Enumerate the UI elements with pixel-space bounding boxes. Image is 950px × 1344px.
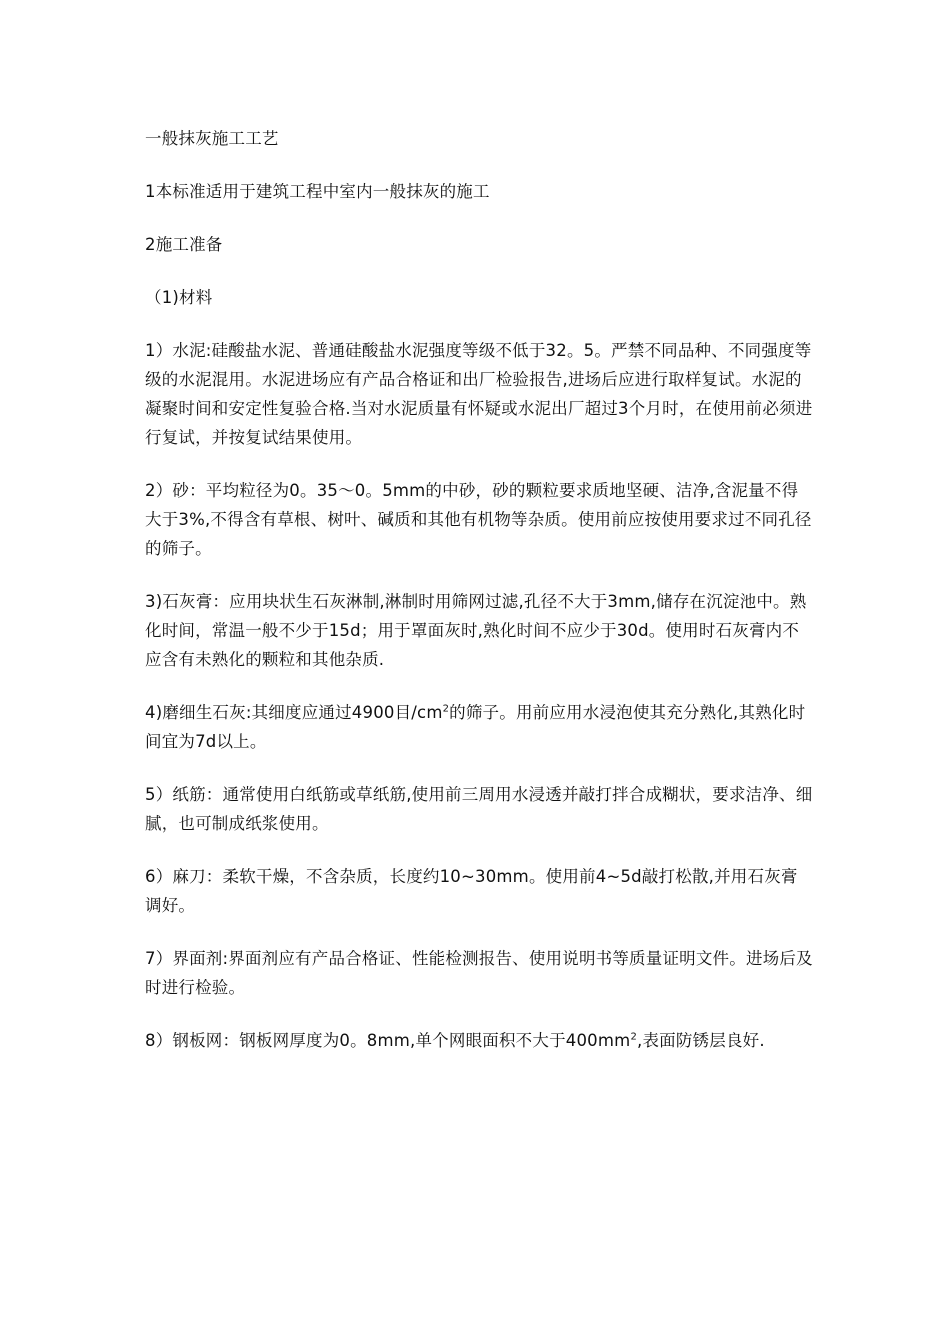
- superscript: 2: [442, 703, 450, 715]
- item-text-after: 的筛子。用前应用水浸泡使其充分熟化,其熟化时间宜为7d以上。: [145, 703, 806, 751]
- material-item-steel-mesh: [145, 1026, 813, 1055]
- material-item-paper-fiber: 5）纸筋：通常使用白纸筋或草纸筋,使用前三周用水浸透并敲打拌合成糊状，要求洁净、细腻，也可制成纸浆使用。: [145, 785, 813, 833]
- section-scope: 1本标准适用于建筑工程中室内一般抹灰的施工: [145, 182, 490, 201]
- document-title: 一般抹灰施工工艺: [145, 129, 279, 148]
- item-text-before: 8）钢板网：钢板网厚度为0。8mm,单个网眼面积不大于400mm: [145, 1031, 631, 1050]
- material-item-interface-agent: 7）界面剂:界面剂应有产品合格证、性能检测报告、使用说明书等质量证明文件。进场后及时进行检验。: [145, 949, 813, 997]
- material-item-hemp: 6）麻刀：柔软干燥，不含杂质，长度约10~30mm。使用前4~5d敲打松散,并用石灰膏调好。: [145, 867, 798, 915]
- section-preparation: 2施工准备: [145, 235, 223, 254]
- subsection-materials: （1)材料: [145, 288, 213, 307]
- material-item-cement: 1）水泥:硅酸盐水泥、普通硅酸盐水泥强度等级不低于32。5。严禁不同品种、不同强度等级的水泥混用。水泥进场应有产品合格证和出厂检验报告,进场后应进行取样复试。水泥的凝聚时间和安定性复验合格.当对水泥质量有怀疑或水泥出厂超过3个月时，在使用前必须进行复试，并按复试结果使用。: [145, 341, 813, 447]
- material-item-ground-quicklime: [145, 698, 813, 756]
- item-text-after: ,表面防锈层良好.: [637, 1031, 765, 1050]
- superscript: 2: [630, 1031, 637, 1043]
- document-body: [145, 124, 813, 1079]
- material-item-lime-paste: 3)石灰膏：应用块状生石灰淋制,淋制时用筛网过滤,孔径不大于3mm,储存在沉淀池中。熟化时间，常温一般不少于15d；用于罩面灰时,熟化时间不应少于30d。使用时石灰膏内不应含有未熟化的颗粒和其他杂质.: [145, 592, 807, 669]
- material-item-sand: 2）砂：平均粒径为0。35～0。5mm的中砂，砂的颗粒要求质地坚硬、洁净,含泥量不得大于3%,不得含有草根、树叶、碱质和其他有机物等杂质。使用前应按使用要求过不同孔径的筛子。: [145, 481, 812, 558]
- item-text-before: 4)磨细生石灰:其细度应通过4900目/cm: [145, 703, 443, 722]
